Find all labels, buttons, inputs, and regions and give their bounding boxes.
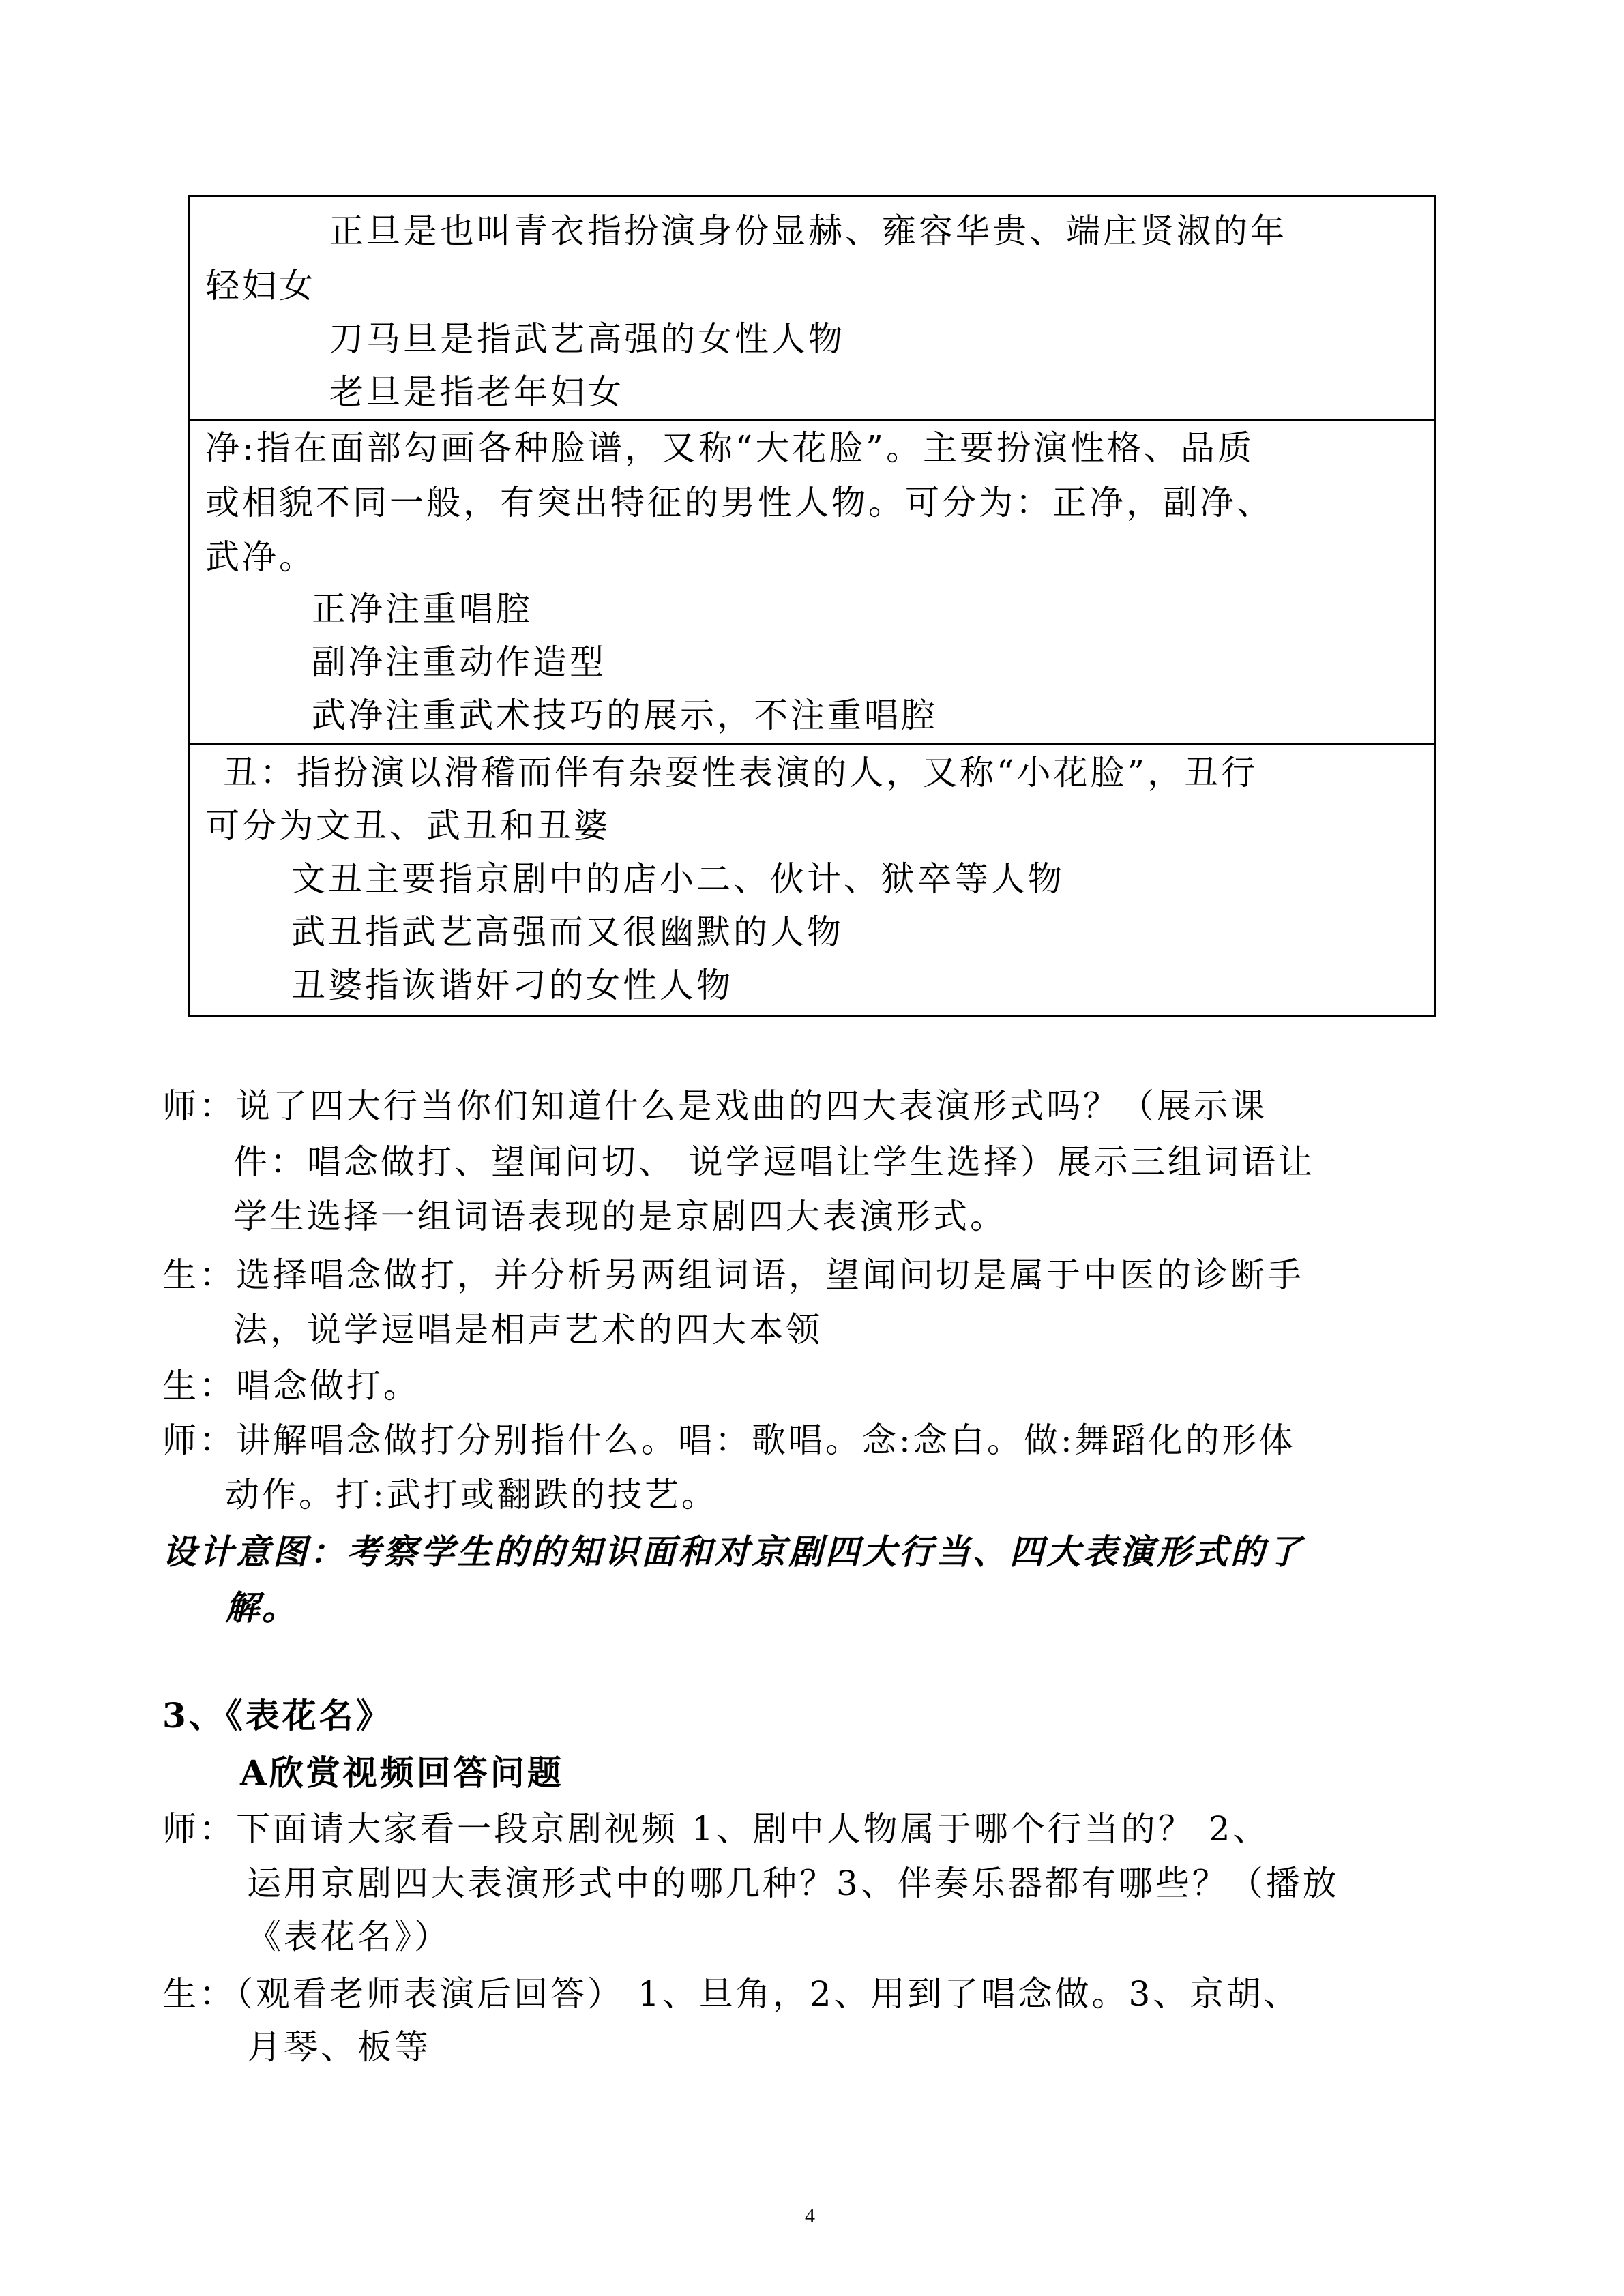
section-title: 3、《表花名》 bbox=[162, 1695, 393, 1735]
paragraph-line: 件：唱念做打、望闻问切、 说学逗唱让学生选择）展示三组词语让 bbox=[233, 1142, 1315, 1182]
paragraph-line: 师：说了四大行当你们知道什么是戏曲的四大表演形式吗？（展示课 bbox=[162, 1086, 1267, 1126]
table-line: 或相貌不同一般，有突出特征的男性人物。可分为：正净，副净、 bbox=[205, 483, 1273, 522]
table-line: 轻妇女 bbox=[205, 266, 316, 305]
paragraph-line: 生：（观看老师表演后回答） 1、旦角，2、用到了唱念做。3、京胡、 bbox=[162, 1974, 1301, 2014]
sub-title: A欣赏视频回答问题 bbox=[240, 1753, 564, 1793]
table-line: 可分为文丑、武丑和丑婆 bbox=[205, 806, 610, 846]
paragraph-line: 学生选择一组词语表现的是京剧四大表演形式。 bbox=[233, 1197, 1007, 1236]
design-intent: 解。 bbox=[225, 1587, 299, 1628]
table-line: 武净。 bbox=[205, 537, 316, 577]
table-line: 刀马旦是指武艺高强的女性人物 bbox=[329, 319, 845, 359]
table-line: 丑婆指诙谐奸刁的女性人物 bbox=[291, 966, 733, 1005]
table-line: 净:指在面部勾画各种脸谱，又称“大花脸”。主要扮演性格、品质 bbox=[205, 428, 1254, 468]
paragraph-line: 师：下面请大家看一段京剧视频 1、剧中人物属于哪个行当的？ 2、 bbox=[162, 1809, 1270, 1849]
page-number: 4 bbox=[805, 2205, 815, 2227]
table-line: 武丑指武艺高强而又很幽默的人物 bbox=[291, 912, 844, 952]
paragraph-line: 生：选择唱念做打，并分析另两组词语，望闻问切是属于中医的诊断手 bbox=[162, 1255, 1304, 1295]
table-line: 正净注重唱腔 bbox=[312, 589, 533, 629]
paragraph-line: 生：唱念做打。 bbox=[162, 1366, 420, 1405]
paragraph-line: 法，说学逗唱是相声艺术的四大本领 bbox=[233, 1310, 823, 1350]
role-table bbox=[188, 195, 1436, 1017]
paragraph-line: 《表花名》） bbox=[247, 1917, 451, 1956]
table-line: 文丑主要指京剧中的店小二、伙计、狱卒等人物 bbox=[291, 859, 1065, 899]
paragraph-line: 月琴、板等 bbox=[247, 2027, 431, 2067]
table-cell-chou bbox=[190, 745, 1434, 1015]
paragraph-line: 师：讲解唱念做打分别指什么。唱：歌唱。念:念白。做:舞蹈化的形体 bbox=[162, 1420, 1296, 1460]
table-cell-dan bbox=[190, 197, 1434, 421]
table-line: 副净注重动作造型 bbox=[312, 642, 606, 682]
table-line: 丑：指扮演以滑稽而伴有杂耍性表演的人，又称“小花脸”，丑行 bbox=[223, 753, 1258, 792]
design-intent: 设计意图：考察学生的的知识面和对京剧四大行当、四大表演形式的了 bbox=[162, 1532, 1304, 1572]
table-line: 老旦是指老年妇女 bbox=[329, 372, 624, 412]
paragraph-line: 动作。打:武打或翻跌的技艺。 bbox=[225, 1475, 718, 1515]
table-line: 武净注重武术技巧的展示，不注重唱腔 bbox=[312, 696, 938, 735]
table-cell-jing bbox=[190, 421, 1434, 745]
paragraph-line: 运用京剧四大表演形式中的哪几种？3、伴奏乐器都有哪些？（播放 bbox=[247, 1864, 1340, 1903]
table-line: 正旦是也叫青衣指扮演身份显赫、雍容华贵、端庄贤淑的年 bbox=[329, 211, 1287, 251]
